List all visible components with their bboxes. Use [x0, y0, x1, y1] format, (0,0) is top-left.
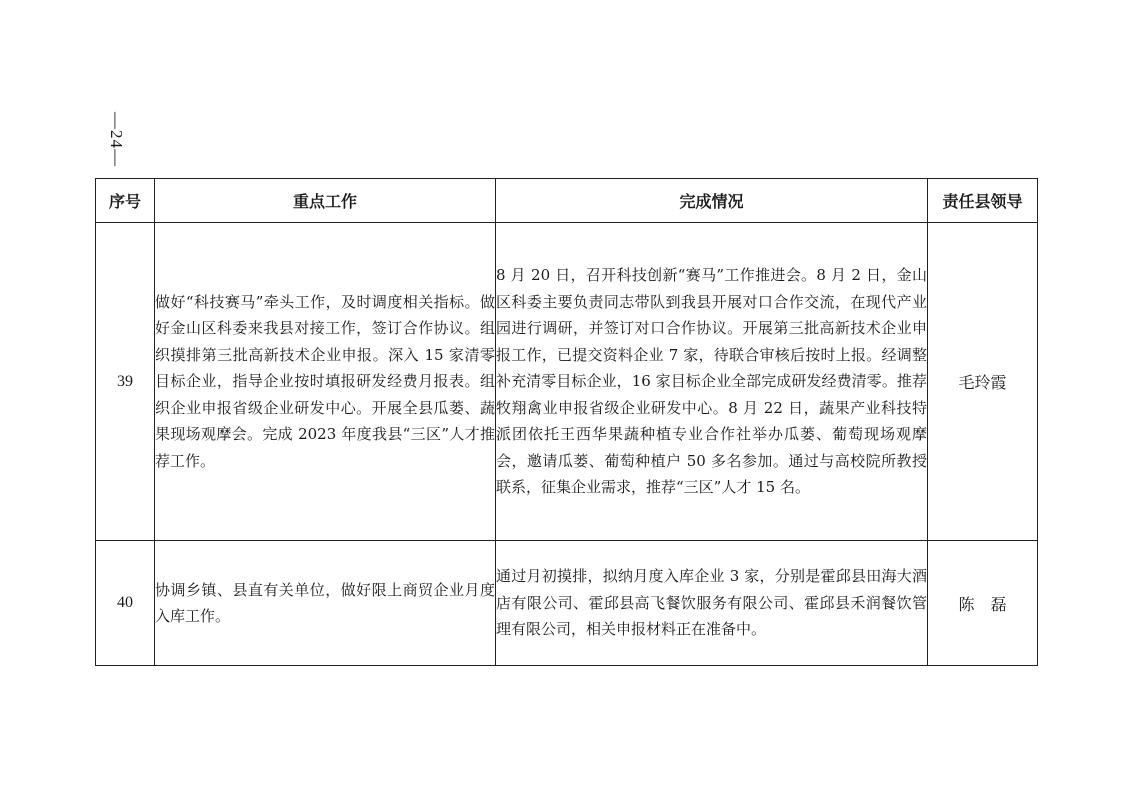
row-responsible-leader: 陈 磊: [928, 541, 1038, 666]
table-header-row: [96, 179, 1038, 223]
row-key-task: 协调乡镇、县直有关单位，做好限上商贸企业月度入库工作。: [155, 541, 496, 666]
row-serial-number: 39: [96, 223, 155, 541]
row-completion-status: 8 月 20 日，召开科技创新“赛马”工作推进会。8 月 2 日，金山区科委主要负责同志带队到我县开展对口合作交流，在现代产业园进行调研，并签订对口合作协议。开展第三批高新技术企业申报工作，已提交资料企业 7 家，待联合审核后按时上报。经调整补充清零目标企业，16 家目标企业全部完成研发经费清零。推荐牧翔禽业申报省级企业研发中心。8 月 22 日，蔬果产业科技特派团依托王西华果蔬种植专业合作社举办瓜蒌、葡萄现场观摩会，邀请瓜蒌、葡萄种植户 50 多名参加。通过与高校院所教授联系，征集企业需求，推荐“三区”人才 15 名。: [496, 223, 928, 541]
header-key-task: 重点工作: [155, 179, 496, 223]
work-progress-table: [95, 178, 1038, 666]
header-responsible-leader: 责任县领导: [928, 179, 1038, 223]
row-completion-status: 通过月初摸排，拟纳月度入库企业 3 家，分别是霍邱县田海大酒店有限公司、霍邱县高飞餐饮服务有限公司、霍邱县禾润餐饮管理有限公司，相关申报材料正在准备中。: [496, 541, 928, 666]
table-row: [96, 223, 1038, 541]
header-completion-status: 完成情况: [496, 179, 928, 223]
row-responsible-leader: 毛玲霞: [928, 223, 1038, 541]
table-row: [96, 541, 1038, 666]
row-serial-number: 40: [96, 541, 155, 666]
row-key-task: 做好“科技赛马”牵头工作，及时调度相关指标。做好金山区科委来我县对接工作，签订合作协议。组织摸排第三批高新技术企业申报。深入 15 家清零目标企业，指导企业按时填报研发经费月报表。组织企业申报省级企业研发中心。开展全县瓜蒌、蔬果现场观摩会。完成 2023 年度我县“三区”人才推荐工作。: [155, 223, 496, 541]
header-serial: 序号: [96, 179, 155, 223]
page-number: —24—: [107, 112, 126, 167]
